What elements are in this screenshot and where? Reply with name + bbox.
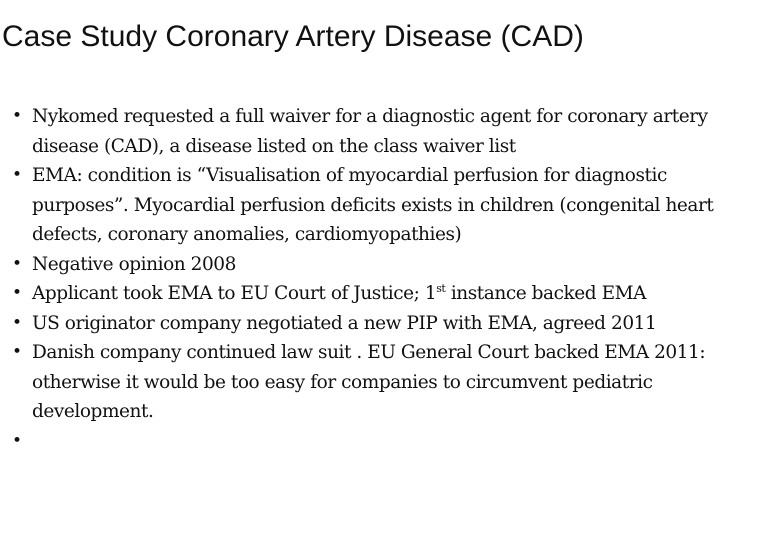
bullet-text xyxy=(32,279,767,309)
ordinal-suffix: st xyxy=(436,281,446,295)
bullet-marker: • xyxy=(12,312,22,333)
bullet-item-empty xyxy=(12,427,767,457)
bullet-marker: • xyxy=(12,283,22,303)
bullet-marker: • xyxy=(12,342,22,362)
bullet-list xyxy=(12,102,767,456)
bullet-item xyxy=(12,309,767,339)
bullet-marker: • xyxy=(12,430,22,451)
slide-title: Case Study Coronary Artery Disease (CAD) xyxy=(2,20,584,53)
bullet-text-part: instance backed EMA xyxy=(445,283,647,304)
bullet-text: Danish company continued law suit . EU General Court backed EMA 2011: otherwise it would be too easy for companies to circumvent pediatric development. xyxy=(32,342,706,422)
bullet-item xyxy=(12,279,767,309)
bullet-item xyxy=(12,161,767,250)
bullet-item xyxy=(12,250,767,280)
bullet-text xyxy=(32,427,767,457)
bullet-text: Negative opinion 2008 xyxy=(32,253,236,275)
bullet-item xyxy=(12,102,767,161)
bullet-text: US originator company negotiated a new PIP with EMA, agreed 2011 xyxy=(32,312,657,334)
bullet-item xyxy=(12,338,767,427)
bullet-marker: • xyxy=(12,165,22,185)
bullet-text: EMA: condition is “Visualisation of myocardial perfusion for diagnostic purposes”. Myocardial perfusion deficits exists in children (congenital heart defects, coronary anomalies, cardiomyopathies) xyxy=(32,165,714,245)
bullet-text: Nykomed requested a full waiver for a diagnostic agent for coronary artery disease (CAD), a disease listed on the class waiver list xyxy=(32,106,708,157)
bullet-marker: • xyxy=(12,106,22,126)
bullet-text-part: Applicant took EMA to EU Court of Justice; 1 xyxy=(32,283,437,304)
bullet-marker: • xyxy=(12,253,22,274)
